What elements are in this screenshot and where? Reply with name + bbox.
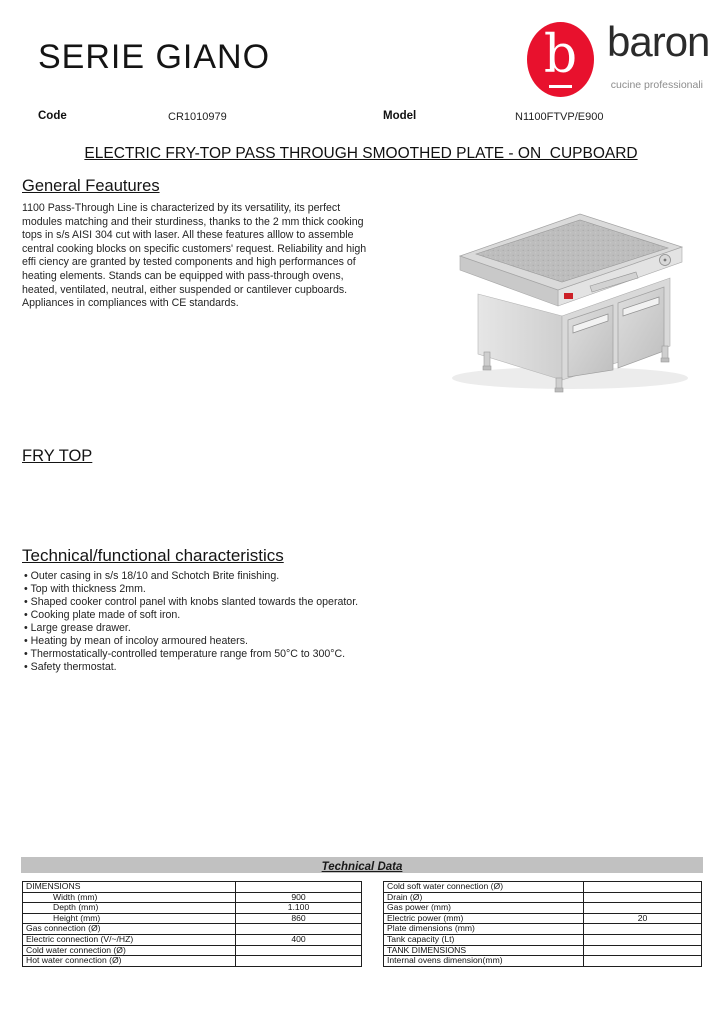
table-row: [384, 934, 702, 945]
logo-b-underline: [549, 85, 572, 88]
page-title: SERIE GIANO: [38, 38, 271, 76]
code-value: CR1010979: [168, 111, 227, 123]
spec-value: [584, 903, 702, 914]
spec-label: Plate dimensions (mm): [384, 924, 584, 935]
technical-data-heading: Technical Data: [321, 861, 403, 873]
spec-value: [584, 924, 702, 935]
spec-value: 400: [236, 934, 362, 945]
spec-value: 900: [236, 892, 362, 903]
table-row: [23, 924, 362, 935]
spec-label: Height (mm): [23, 913, 236, 924]
fry-top-heading: FRY TOP: [22, 447, 93, 465]
table-row: [23, 903, 362, 914]
spec-value: [584, 945, 702, 956]
spec-value: [236, 945, 362, 956]
characteristic-item: • Shaped cooker control panel with knobs slanted towards the operator.: [24, 597, 454, 608]
table-row: [23, 892, 362, 903]
technical-data-bar: [21, 857, 703, 873]
brand-name: baron: [607, 18, 710, 65]
table-row: [384, 956, 702, 967]
spec-label: Gas connection (Ø): [23, 924, 236, 935]
spec-value: [236, 924, 362, 935]
characteristic-item: • Thermostatically-controlled temperature range from 50°C to 300°C.: [24, 649, 454, 660]
code-label: Code: [38, 110, 67, 122]
spec-label: Electric connection (V/~/HZ): [23, 934, 236, 945]
spec-label: Width (mm): [23, 892, 236, 903]
spec-label: Depth (mm): [23, 903, 236, 914]
characteristic-item: • Cooking plate made of soft iron.: [24, 610, 454, 621]
technical-data-table-right: [383, 881, 702, 967]
spec-value: [584, 956, 702, 967]
table-row: [23, 945, 362, 956]
table-row: [23, 882, 362, 893]
spec-value: 860: [236, 913, 362, 924]
spec-value: [584, 892, 702, 903]
table-row: [384, 945, 702, 956]
general-features-heading: General Feautures: [22, 177, 160, 195]
spec-label: Electric power (mm): [384, 913, 584, 924]
spec-value: [584, 882, 702, 893]
spec-value: 1.100: [236, 903, 362, 914]
spec-label: DIMENSIONS: [23, 882, 236, 893]
general-features-text: 1100 Pass-Through Line is characterized by its versatility, its perfect modules matching and their sturdiness, thanks to the 2 mm thick cooking tops in s/s AISI 304 cut with laser. All these features alllow to assemble central cooking blocks on specific customers' request. Reliability and high effi ciency are granted by tested components and high performances of heating elements. Stands can be equipped with pass-through ovens, heated, ventilated, neutral, either suspended or cantilever cupboards. Appliances in compliances with CE standards.: [22, 202, 367, 310]
tech-characteristics-list: [24, 571, 454, 675]
characteristic-item: • Outer casing in s/s 18/10 and Schotch Brite finishing.: [24, 571, 454, 582]
spec-label: Cold soft water connection (Ø): [384, 882, 584, 893]
technical-data-table-left: [22, 881, 362, 967]
model-value: N1100FTVP/E900: [515, 111, 604, 123]
table-row: [384, 913, 702, 924]
spec-value: [236, 956, 362, 967]
table-row: [384, 892, 702, 903]
spec-label: TANK DIMENSIONS: [384, 945, 584, 956]
characteristic-item: • Large grease drawer.: [24, 623, 454, 634]
characteristic-item: • Heating by mean of incoloy armoured heaters.: [24, 636, 454, 647]
characteristic-item: • Top with thickness 2mm.: [24, 584, 454, 595]
brand-tagline: cucine professionali: [610, 79, 703, 91]
spec-value: [584, 934, 702, 945]
spec-value: [236, 882, 362, 893]
spec-label: Hot water connection (Ø): [23, 956, 236, 967]
fry-top-illustration: [432, 194, 714, 394]
table-row: [23, 934, 362, 945]
table-row: [23, 913, 362, 924]
spec-value: 20: [584, 913, 702, 924]
spec-label: Tank capacity (Lt): [384, 934, 584, 945]
product-image: [432, 194, 714, 394]
brand-logo: [527, 18, 710, 102]
table-row: [23, 956, 362, 967]
logo-b-icon: b: [543, 25, 578, 85]
characteristic-item: • Safety thermostat.: [24, 662, 454, 673]
product-heading: ELECTRIC FRY-TOP PASS THROUGH SMOOTHED PLATE - ON CUPBOARD: [84, 145, 638, 162]
spec-label: Gas power (mm): [384, 903, 584, 914]
table-row: [384, 903, 702, 914]
spec-label: Drain (Ø): [384, 892, 584, 903]
tech-characteristics-heading: Technical/functional characteristics: [22, 546, 284, 565]
table-row: [384, 924, 702, 935]
model-label: Model: [383, 110, 417, 122]
table-row: [384, 882, 702, 893]
appliance-logo-badge: [564, 293, 573, 299]
control-knob-dot: [664, 259, 667, 262]
spec-label: Internal ovens dimension(mm): [384, 956, 584, 967]
spec-label: Cold water connection (Ø): [23, 945, 236, 956]
